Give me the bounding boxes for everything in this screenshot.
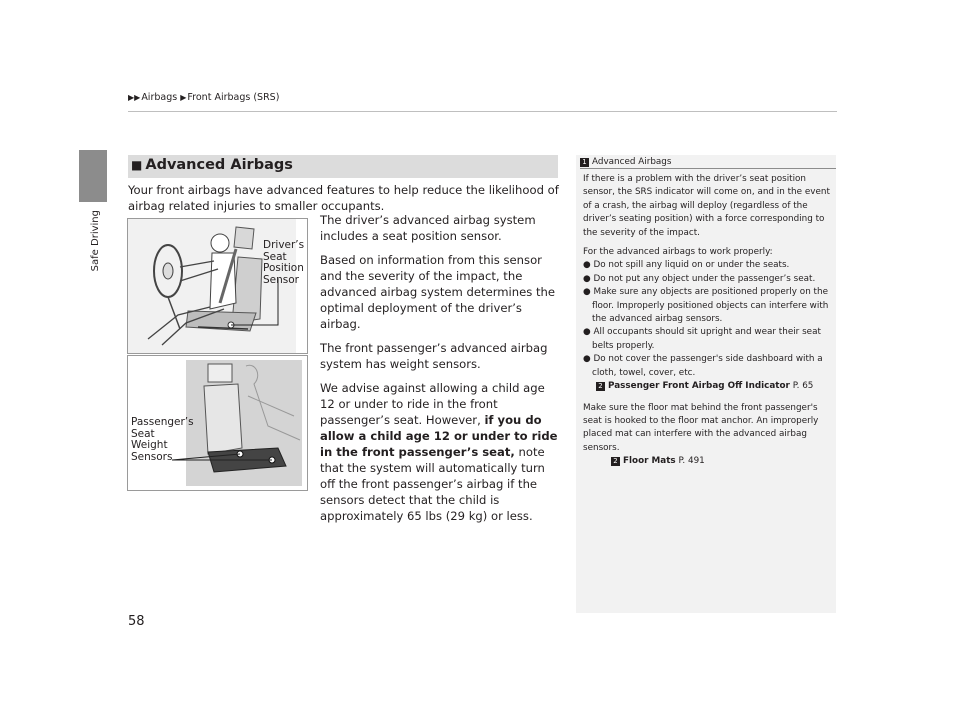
list-item: ● Do not spill any liquid on or under the seats.: [583, 260, 790, 271]
header-divider: [128, 111, 837, 112]
floor-mats-link[interactable]: 2 Floor Mats P. 491: [583, 455, 833, 468]
chapter-label: Safe Driving: [90, 210, 101, 272]
passenger-system-paragraph: The front passenger’s advanced airbag system has weight sensors.: [320, 341, 548, 371]
notes-panel-divider: [580, 168, 836, 169]
list-item: ● Do not put any object under the passenger’s seat.: [583, 273, 816, 284]
child-warning-paragraph: We advise against allowing a child age 12 or under to ride in the front passenger’s seat. However, if you do allow a child age 12 or under to ride in the front passenger’s seat, note that the system will automatically turn off the front passenger’s airbag if the sensors detect that the child is approximately 65 lbs (29 kg) or less.: [320, 381, 558, 523]
passenger-weight-sensor-label: Passenger’s Seat Weight Sensors: [131, 416, 194, 463]
list-intro: For the advanced airbags to work properly:: [583, 247, 773, 258]
notes-panel-body: [583, 173, 833, 469]
deployment-paragraph: Based on information from this sensor and the severity of the impact, the advanced airbag system determines the optimal deployment of the driver’s airbag.: [320, 253, 556, 331]
list-item: ● Make sure any objects are positioned properly on the floor. Improperly positioned objects can interfere with the advanced airbag sensors.: [583, 287, 829, 325]
chapter-tab: [79, 150, 107, 202]
breadcrumb-arrow-icon: ▶▶: [128, 93, 141, 102]
passenger-airbag-indicator-link[interactable]: 2 Passenger Front Airbag Off Indicator P. 65: [583, 380, 833, 393]
driver-seat-sensor-label: Driver’s Seat Position Sensor: [263, 239, 305, 286]
page-number: 58: [128, 614, 145, 629]
list-item: ● All occupants should sit upright and wear their seat belts properly.: [583, 327, 821, 351]
driver-system-paragraph: The driver’s advanced airbag system includes a seat position sensor.: [320, 213, 536, 243]
breadcrumb-item-airbags[interactable]: Airbags: [141, 92, 178, 103]
breadcrumb-item-front-airbags[interactable]: Front Airbags (SRS): [187, 92, 280, 103]
notes-panel-title: 1 Advanced Airbags: [580, 157, 671, 167]
breadcrumb: [128, 92, 279, 103]
list-item: ● Do not cover the passenger's side dashboard with a cloth, towel, cover, etc.: [583, 354, 823, 378]
precautions-list: [583, 259, 833, 380]
body-text-column: [320, 212, 560, 532]
sensor-problem-note: If there is a problem with the driver’s seat position sensor, the SRS indicator will come on, and in the event of a crash, the airbag will deploy (regardless of the driver’s seating position) with a force corresponding to the severity of the impact.: [583, 174, 830, 238]
intro-paragraph: Your front airbags have advanced features to help reduce the likelihood of airbag related injuries to smaller occupants.: [128, 183, 559, 213]
reference-arrow-icon: 2: [611, 457, 620, 466]
floor-mat-note: Make sure the floor mat behind the front passenger's seat is hooked to the floor mat anchor. An improperly placed mat can interfere with the advanced airbag sensors.: [583, 402, 819, 453]
square-bullet-icon: ■: [131, 158, 143, 172]
reference-arrow-icon: 2: [596, 382, 605, 391]
section-title: ■ Advanced Airbags: [131, 157, 293, 173]
breadcrumb-arrow-icon: ▶: [180, 93, 187, 102]
note-marker-icon: 1: [580, 158, 589, 167]
